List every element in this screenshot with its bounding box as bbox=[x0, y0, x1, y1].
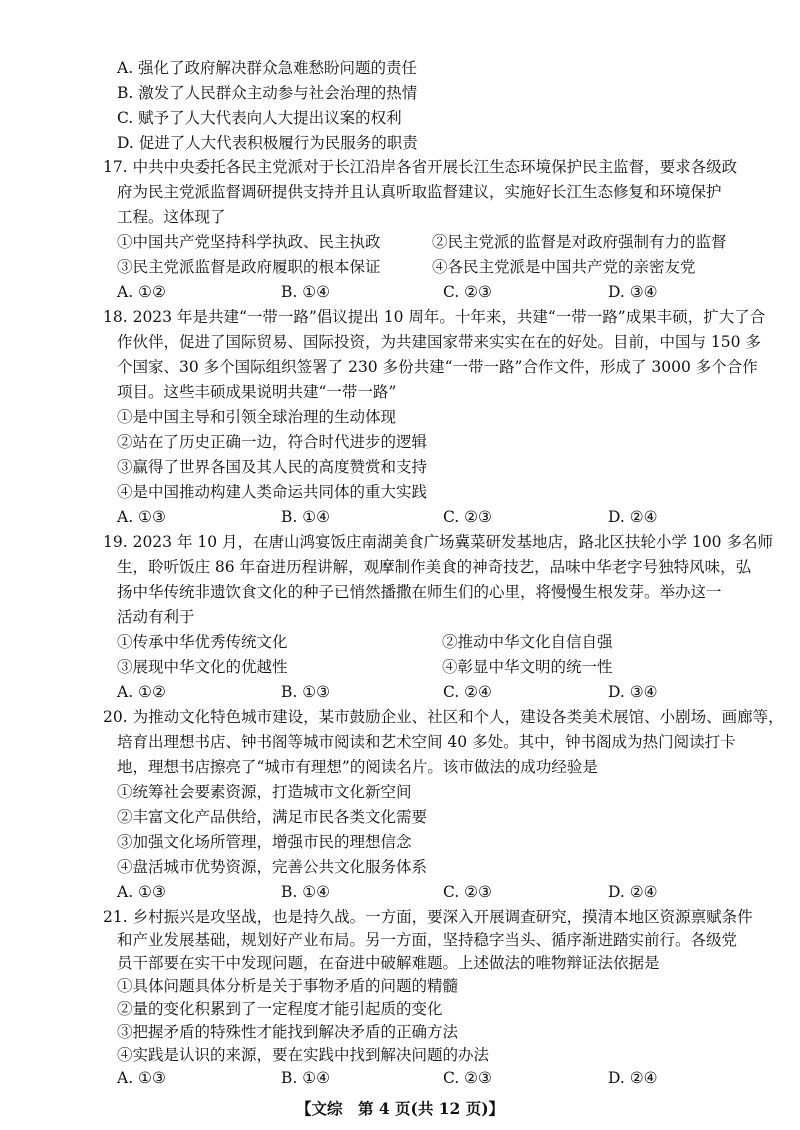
prev-option-d: D. 促进了人大代表积极履行为民服务的职责 bbox=[117, 134, 418, 152]
q20-choice-d: D. ②④ bbox=[608, 883, 658, 901]
q20-choice-a: A. ①③ bbox=[117, 883, 166, 901]
q17-choice-d: D. ③④ bbox=[608, 283, 658, 301]
q20-choice-b: B. ①④ bbox=[281, 883, 331, 901]
q21-stem-line: 和产业发展基础，规划好产业布局。另一方面，坚持稳字当头、循序渐进踏实前行。各级党 bbox=[117, 931, 738, 949]
prev-option-a: A. 强化了政府解决群众急难愁盼问题的责任 bbox=[117, 59, 418, 77]
q20-stem-line: 培育出理想书店、钟书阁等城市阅读和艺术空间 40 多处。其中，钟书阁成为热门阅读打卡 bbox=[117, 733, 736, 751]
q20-item-2: ②丰富文化产品供给，满足市民各类文化需要 bbox=[117, 808, 428, 826]
q21-item-1: ①具体问题具体分析是关于事物矛盾的问题的精髓 bbox=[117, 977, 459, 995]
q17-item-1: ①中国共产党坚持科学执政、民主执政 bbox=[117, 233, 381, 251]
q19-choice-a: A. ①② bbox=[117, 683, 166, 701]
q20-item-1: ①统筹社会要素资源，打造城市文化新空间 bbox=[117, 783, 412, 801]
q21-choice-a: A. ①③ bbox=[117, 1069, 166, 1087]
q18-stem-line: 18. 2023 年是共建“一带一路”倡议提出 10 周年。十年来，共建“一带一路”成果丰硕，扩大了合 bbox=[103, 308, 766, 326]
q21-item-2: ②量的变化积累到了一定程度才能引起质的变化 bbox=[117, 1000, 443, 1018]
q17-choice-a: A. ①② bbox=[117, 283, 166, 301]
q17-items-row bbox=[117, 231, 757, 253]
q18-item-3: ③赢得了世界各国及其人民的高度赞赏和支持 bbox=[117, 458, 428, 476]
q18-item-2: ②站在了历史正确一边，符合时代进步的逻辑 bbox=[117, 433, 428, 451]
q18-choices bbox=[117, 506, 717, 528]
q21-choices bbox=[117, 1067, 717, 1089]
q19-item-1: ①传承中华优秀传统文化 bbox=[117, 633, 288, 651]
q19-choice-c: C. ②④ bbox=[443, 683, 492, 701]
q17-stem-line: 工程。这体现了 bbox=[117, 208, 226, 226]
q17-item-2: ②民主党派的监督是对政府强制有力的监督 bbox=[432, 233, 727, 251]
q17-item-4: ④各民主党派是中国共产党的亲密友党 bbox=[432, 258, 696, 276]
q19-items-row bbox=[117, 631, 757, 653]
q21-item-4: ④实践是认识的来源，要在实践中找到解决问题的办法 bbox=[117, 1046, 490, 1064]
q20-choice-c: C. ②③ bbox=[443, 883, 492, 901]
q19-stem-line: 19. 2023 年 10 月，在唐山鸿宴饭庄南湖美食广场冀菜研发基地店，路北区扶轮小学 100 多名师 bbox=[103, 533, 773, 551]
q18-choice-b: B. ①④ bbox=[281, 508, 331, 526]
page-footer: 【文综 第 4 页(共 12 页)】 bbox=[295, 1099, 505, 1118]
q20-stem-line: 地，理想书店擦亮了“城市有理想”的阅读名片。该市做法的成功经验是 bbox=[117, 758, 598, 776]
q17-choice-c: C. ②③ bbox=[443, 283, 492, 301]
q18-stem-line: 项目。这些丰硕成果说明共建“一带一路” bbox=[117, 383, 397, 401]
q18-stem-line: 个国家、30 多个国际组织签署了 230 多份共建“一带一路”合作文件，形成了 3000 多个合作 bbox=[117, 358, 758, 376]
q18-choice-c: C. ②③ bbox=[443, 508, 492, 526]
q19-stem-line: 生，聆听饭庄 86 年奋进历程讲解，观摩制作美食的神奇技艺，品味中华老字号独特风味，弘 bbox=[117, 558, 752, 576]
q19-item-3: ③展现中华文化的优越性 bbox=[117, 658, 288, 676]
q20-stem-line: 20. 为推动文化特色城市建设，某市鼓励企业、社区和个人，建设各类美术展馆、小剧场、画廊等， bbox=[103, 708, 784, 726]
q21-stem-line: 21. 乡村振兴是攻坚战，也是持久战。一方面，要深入开展调查研究，摸清本地区资源禀赋条件 bbox=[103, 908, 753, 926]
q19-item-4: ④彰显中华文明的统一性 bbox=[442, 658, 613, 676]
q19-choices bbox=[117, 681, 717, 703]
q21-choice-b: B. ①④ bbox=[281, 1069, 331, 1087]
q20-choices bbox=[117, 881, 717, 903]
q21-choice-c: C. ②③ bbox=[443, 1069, 492, 1087]
q19-items-row bbox=[117, 656, 757, 678]
q21-choice-d: D. ②④ bbox=[608, 1069, 658, 1087]
q17-stem-line: 府为民主党派监督调研提供支持并且认真听取监督建议，实施好长江生态修复和环境保护 bbox=[117, 183, 722, 201]
q18-choice-a: A. ①③ bbox=[117, 508, 166, 526]
q17-items-row bbox=[117, 256, 757, 278]
q19-choice-d: D. ③④ bbox=[608, 683, 658, 701]
q18-item-1: ①是中国主导和引领全球治理的生动体现 bbox=[117, 408, 397, 426]
q18-item-4: ④是中国推动构建人类命运共同体的重大实践 bbox=[117, 483, 428, 501]
q21-item-3: ③把握矛盾的特殊性才能找到解决矛盾的正确方法 bbox=[117, 1023, 459, 1041]
q17-item-3: ③民主党派监督是政府履职的根本保证 bbox=[117, 258, 381, 276]
q19-stem-line: 扬中华传统非遗饮食文化的种子已悄然播撒在师生们的心里，将慢慢生根发芽。举办这一 bbox=[117, 583, 722, 601]
q19-item-2: ②推动中华文化自信自强 bbox=[442, 633, 613, 651]
q21-stem-line: 员干部要在实干中发现问题，在奋进中破解难题。上述做法的唯物辩证法依据是 bbox=[117, 954, 660, 972]
q18-choice-d: D. ②④ bbox=[608, 508, 658, 526]
q20-item-4: ④盘活城市优势资源，完善公共文化服务体系 bbox=[117, 858, 428, 876]
q17-stem-line: 17. 中共中央委托各民主党派对于长江沿岸各省开展长江生态环境保护民主监督，要求各级政 bbox=[103, 158, 738, 176]
q20-item-3: ③加强文化场所管理，增强市民的理想信念 bbox=[117, 833, 412, 851]
q18-stem-line: 作伙伴，促进了国际贸易、国际投资，为共建国家带来实实在在的好处。目前，中国与 150 多 bbox=[117, 333, 761, 351]
prev-option-b: B. 激发了人民群众主动参与社会治理的热情 bbox=[117, 84, 418, 102]
q19-choice-b: B. ①③ bbox=[281, 683, 331, 701]
q17-choice-b: B. ①④ bbox=[281, 283, 331, 301]
q19-stem-line: 活动有利于 bbox=[117, 608, 195, 626]
q17-choices bbox=[117, 281, 717, 303]
prev-option-c: C. 赋予了人大代表向人大提出议案的权利 bbox=[117, 109, 402, 127]
